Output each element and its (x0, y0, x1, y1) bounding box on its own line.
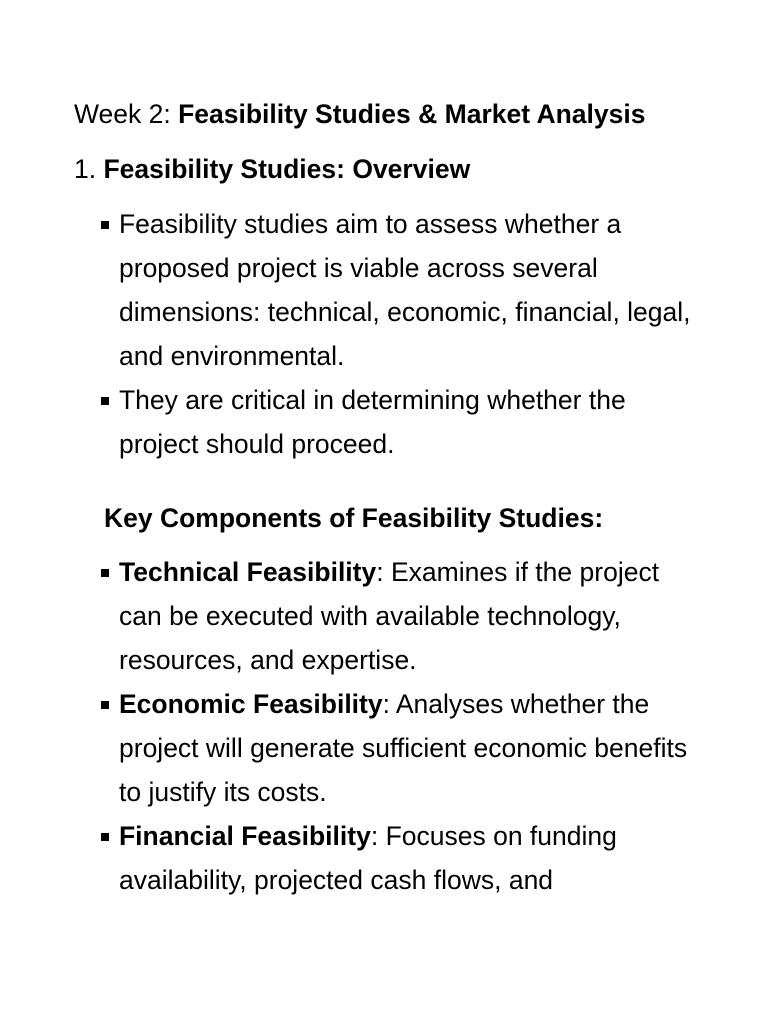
component-term: Technical Feasibility (119, 557, 377, 587)
components-heading: Key Components of Feasibility Studies: (104, 503, 604, 533)
square-bullet-icon (101, 397, 109, 405)
section-heading (74, 151, 470, 187)
title-prefix: Week 2: (74, 99, 179, 129)
bullet-text: They are critical in determining whether the project should proceed. (119, 385, 626, 459)
section-number: 1. (74, 154, 104, 184)
square-bullet-icon (101, 833, 109, 841)
list-item (0, 814, 709, 902)
list-item (0, 550, 709, 682)
square-bullet-icon (101, 569, 109, 577)
title-main: Feasibility Studies & Market Analysis (178, 99, 646, 129)
overview-bullet-list (0, 202, 709, 466)
components-bullet-list (0, 550, 709, 902)
component-separator: : (376, 557, 391, 587)
component-term: Financial Feasibility (119, 821, 371, 851)
bullet-text: Feasibility studies aim to assess whether a proposed project is viable across several dimensions: technical, economic, financial, legal, and environmental. (119, 209, 691, 371)
list-item (0, 378, 709, 466)
section-title: Feasibility Studies: Overview (103, 154, 471, 184)
component-term: Economic Feasibility (119, 689, 383, 719)
component-separator: : (382, 689, 396, 719)
component-separator: : (370, 821, 386, 851)
component-description: Examines if the project can be executed with available technology, resources, and expertise. (119, 557, 660, 675)
page-title (74, 96, 645, 132)
component-description: Analyses whether the project will generate sufficient economic benefits to justify its costs. (119, 689, 688, 807)
square-bullet-icon (101, 701, 109, 709)
list-item (0, 682, 709, 814)
component-description: Focuses on funding availability, projected cash flows, and (119, 821, 617, 895)
square-bullet-icon (101, 221, 109, 229)
list-item (0, 202, 709, 378)
